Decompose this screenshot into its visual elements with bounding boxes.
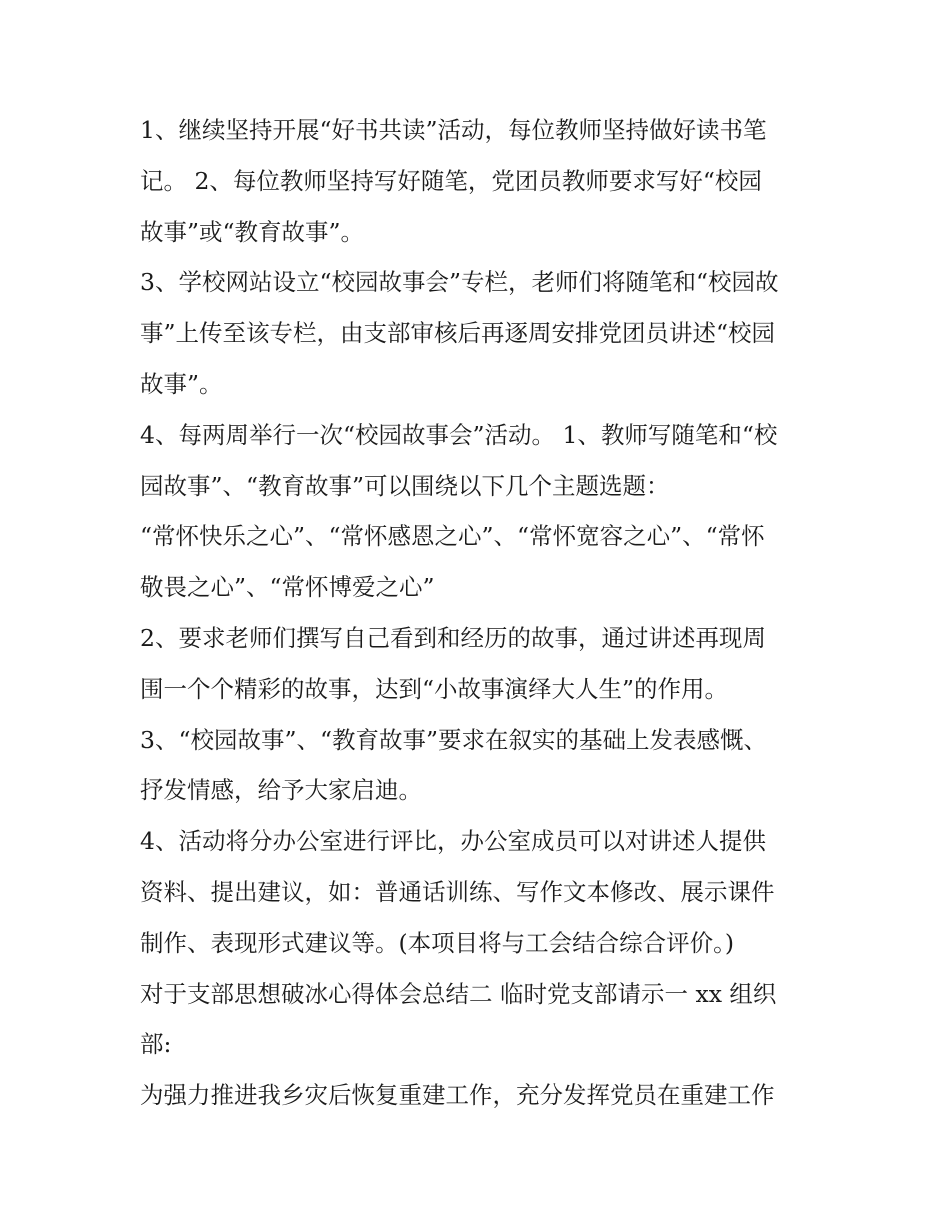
text-line: 对于支部思想破冰心得体会总结二 临时党支部请示一 xx 组织 xyxy=(140,979,777,1008)
text-line: “常怀快乐之心”、“常怀感恩之心”、“常怀宽容之心”、“常怀 xyxy=(140,522,765,551)
text-line: 部: xyxy=(140,1030,172,1059)
text-line: 3、学校网站设立“校园故事会”专栏，老师们将随笔和“校园故 xyxy=(140,268,779,297)
text-line: 1、继续坚持开展“好书共读”活动，每位教师坚持做好读书笔 xyxy=(140,116,767,144)
document-body xyxy=(140,105,820,1121)
text-line: 记。 2、每位教师坚持写好随笔，党团员教师要求写好“校园 xyxy=(140,166,762,195)
text-line: 4、每两周举行一次“校园故事会”活动。 1、教师写随笔和“校 xyxy=(140,420,778,449)
text-line: 制作、表现形式建议等。(本项目将与工会结合综合评价。) xyxy=(140,928,735,957)
text-line: 资料、提出建议，如：普通话训练、写作文本修改、展示课件 xyxy=(140,877,775,906)
text-line: 敬畏之心”、“常怀博爱之心” xyxy=(140,573,435,602)
text-line: 3、“校园故事”、“教育故事”要求在叙实的基础上发表感慨、 xyxy=(140,725,768,754)
text-line: 故事”。 xyxy=(140,369,223,398)
text-line: 事”上传至该专栏，由支部审核后再逐周安排党团员讲述“校园 xyxy=(140,319,776,348)
text-line: 抒发情感，给予大家启迪。 xyxy=(140,776,422,805)
text-line: 故事”或“教育故事”。 xyxy=(140,217,365,246)
text-line: 4、活动将分办公室进行评比，办公室成员可以对讲述人提供 xyxy=(140,827,766,856)
text-line: 为强力推进我乡灾后恢复重建工作，充分发挥党员在重建工作 xyxy=(140,1081,775,1110)
text-line: 园故事”、“教育故事”可以围绕以下几个主题选题： xyxy=(140,471,670,500)
text-line: 围一个个精彩的故事，达到“小故事演绎大人生”的作用。 xyxy=(140,674,729,703)
text-line: 2、要求老师们撰写自己看到和经历的故事，通过讲述再现周 xyxy=(140,623,766,652)
